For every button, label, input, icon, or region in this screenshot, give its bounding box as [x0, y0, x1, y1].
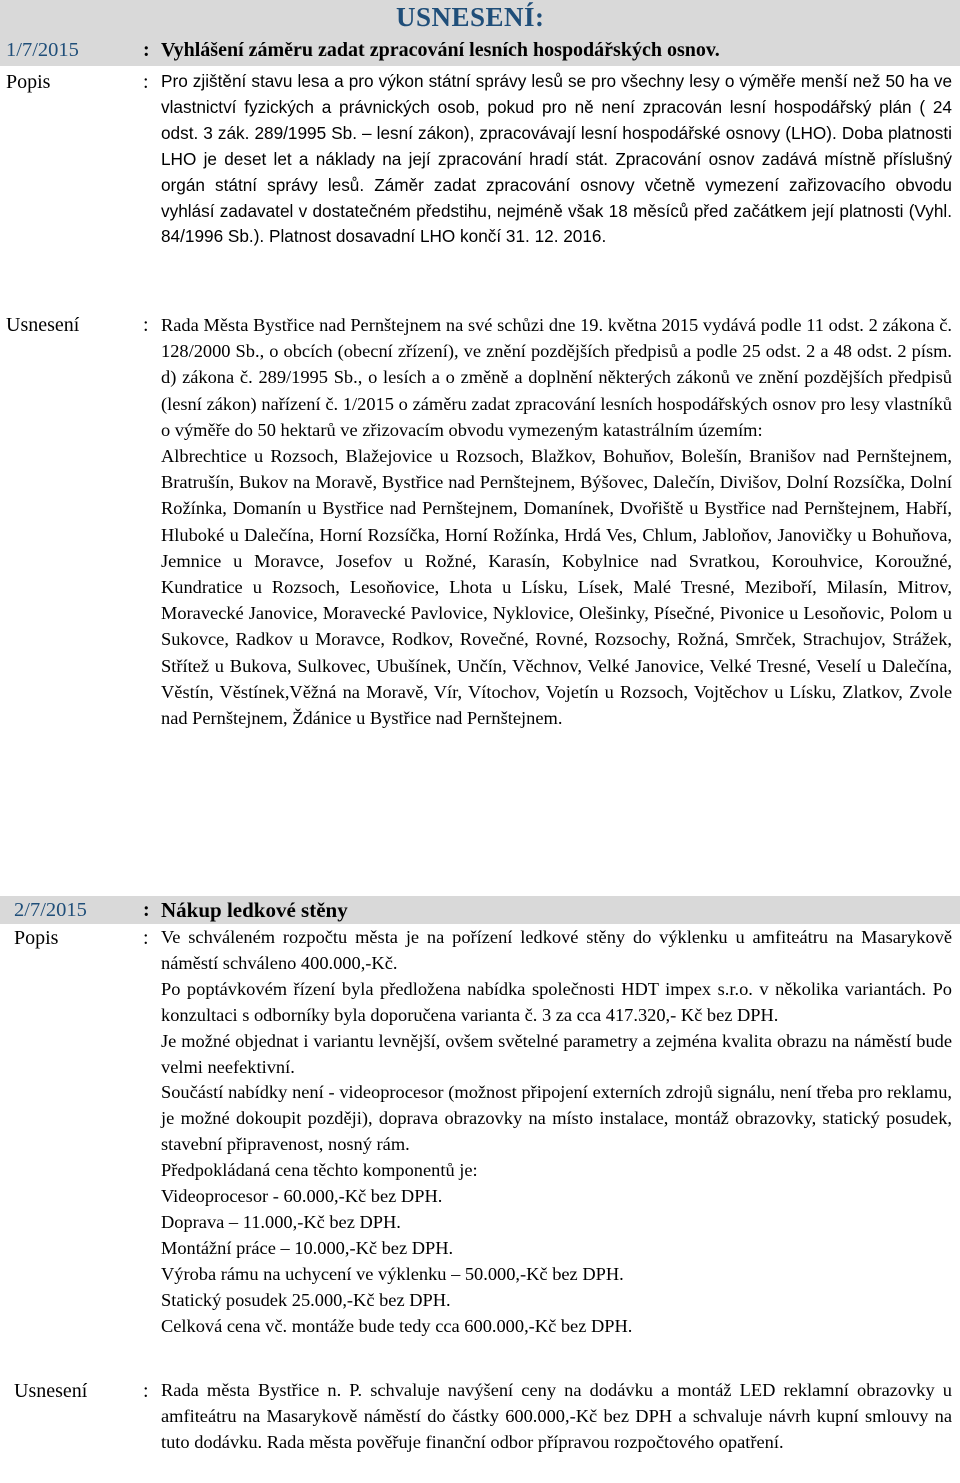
popis-text — [161, 925, 952, 1340]
price-item: Videoprocesor - 60.000,-Kč bez DPH. — [161, 1186, 443, 1207]
popis-paragraph: Ve schváleném rozpočtu města je na pořízení ledkové stěny do výklenku u amfiteátru na Masarykově náměstí schváleno 400.000,-Kč. — [161, 927, 952, 973]
usneseni-label: Usnesení — [6, 314, 80, 336]
popis-label: Popis — [14, 927, 59, 949]
colon: : — [143, 899, 150, 921]
usneseni-paragraph: Rada města Bystřice n. P. schvaluje navýšení ceny na dodávku a montáž LED reklamní obrazovky u amfiteátru na Masarykově náměstí do částky 600.000,-Kč bez DPH a schvaluje návrh kupní smlouvy na tuto dodávku. Rada města pověřuje finanční odbor přípravou rozpočtového opatření. — [161, 1380, 952, 1452]
popis-paragraph: Předpokládaná cena těchto komponentů je: — [161, 1160, 478, 1181]
resolution-1-header — [0, 34, 960, 66]
resolution-1-heading: Vyhlášení záměru zadat zpracování lesních hospodářských osnov. — [161, 39, 720, 61]
colon: : — [143, 1380, 149, 1402]
page-title: USNESENÍ: — [396, 2, 545, 32]
price-item: Doprava – 11.000,-Kč bez DPH. — [161, 1211, 401, 1232]
usneseni-areas: Albrechtice u Rozsoch, Blažejovice u Rozsoch, Blažkov, Bohuňov, Bolešín, Branišov nad Pernštejnem, Bratrušín, Bukov na Moravě, Bystřice nad Pernštejnem, Býšovec, Dalečín, Divišov, Dolní Rozsíčka, Dolní Rožínka, Domanín u Bystřice nad Pernštejnem, Domanínek, Dvořiště u Bystřice nad Pernštejnem, Habří, Hluboké u Dalečína, Horní Rozsíčka, Horní Rožínka, Hrdá Ves, Chlum, Jabloňov, Janovičky u Bohuňova, Jemnice u Moravce, Josefov u Rožné, Karasín, Kobylnice nad Svratkou, Korouhvice, Koroužné, Kundratice u Rozsoch, Lesoňovice, Lhota u Lísku, Lísek, Malé Tresné, Meziboří, Milasín, Mitrov, Moravecké Janovice, Moravecké Pavlovice, Nyklovice, Olešinky, Písečné, Pivonice u Lesoňovic, Polom u Sukovce, Radkov u Moravce, Rodkov, Rovečné, Rovné, Rozsochy, Rožná, Smrček, Strachujov, Strážek, Střítež u Bukova, Sulkovec, Ubušínek, Unčín, Věchnov, Velké Janovice, Velké Tresné, Veselí u Dalečína, Věstín, Věstínek,Věžná na Moravě, Vír, Vítochov, Vojetín u Rozsoch, Vojtěchov u Lísku, Zlatkov, Zvole nad Pernštejnem, Ždánice u Bystřice nad Pernštejnem. — [161, 446, 952, 729]
popis-paragraph: Po poptávkovém řízení byla předložena nabídka společnosti HDT impex s.r.o. v několika variantách. Po konzultaci s odborníky byla doporučena varianta č. 3 za cca 417.320,- Kč bez DPH. — [161, 978, 952, 1025]
popis-paragraph: Je možné objednat i variantu levnější, ovšem světelné parametry a zejména kvalita obrazu na náměstí bude velmi neefektivní. — [161, 1030, 952, 1077]
price-item: Výroba rámu na uchycení ve výklenku – 50.000,-Kč bez DPH. — [161, 1263, 624, 1284]
resolution-1-number: 1/7/2015 — [6, 39, 79, 61]
price-item: Montážní práce – 10.000,-Kč bez DPH. — [161, 1237, 454, 1258]
usneseni-paragraph: Rada Města Bystřice nad Pernštejnem na své schůzi dne 19. května 2015 vydává podle 11 odst. 2 zákona č. 128/2000 Sb., o obcích (obecní zřízení), ve znění pozdějších předpisů a podle 25 odst. 2 a 48 odst. 2 písm. d) zákona č. 289/1995 Sb., o lesích a o změně a doplnění některých zákonů ve znění pozdějších předpisů (lesní zákon) nařízení č. 1/2015 o záměru zadat zpracování lesních hospodářských osnov pro lesy vlastníků o výměře do 50 hektarů ve zřizovacím obvodu vymezeným katastrálním územím: — [161, 315, 952, 440]
title-bar — [0, 0, 960, 34]
colon: : — [143, 71, 149, 93]
price-item: Statický posudek 25.000,-Kč bez DPH. — [161, 1289, 451, 1310]
resolution-2-header — [0, 896, 960, 924]
colon: : — [143, 314, 149, 336]
usneseni-text — [161, 312, 952, 731]
usneseni-label: Usnesení — [14, 1380, 88, 1402]
popis-text — [161, 69, 952, 250]
resolution-2-heading: Nákup ledkové stěny — [161, 898, 348, 922]
popis-paragraph: Pro zjištění stavu lesa a pro výkon státní správy lesů se pro všechny lesy o výměře menší než 50 ha ve vlastnictví fyzických a právnických osob, pokud pro ně není zpracován lesní hospodářský plán ( 24 odst. 3 zák. 289/1995 Sb. – lesní zákon), zpracovávají lesní hospodářské osnovy (LHO). Doba platnosti LHO je deset let a náklady na její zpracování hradí stát. Zpracování osnov zadává místně příslušný orgán státní správy lesů. Záměr zadat zpracování osnovy včetně vymezení zařizovacího obvodu vyhlásí zadavatel v dostatečném předstihu, nejméně však 18 měsíců před začátkem její platnosti (Vyhl. 84/1996 Sb.). Platnost dosavadní LHO končí 31. 12. 2016. — [161, 71, 952, 247]
price-total: Celková cena vč. montáže bude tedy cca 600.000,-Kč bez DPH. — [161, 1315, 633, 1336]
resolution-2-number: 2/7/2015 — [14, 899, 87, 921]
popis-label: Popis — [6, 71, 51, 93]
usneseni-text — [161, 1378, 952, 1456]
colon: : — [143, 927, 149, 949]
colon: : — [143, 39, 150, 61]
popis-paragraph: Součástí nabídky není - videoprocesor (možnost připojení externích zdrojů signálu, není třeba pro reklamu, je možné dokoupit později), doprava obrazovky na místo instalace, montáž obrazovky, statický posudek, stavební připravenost, nosný rám. — [161, 1082, 952, 1155]
